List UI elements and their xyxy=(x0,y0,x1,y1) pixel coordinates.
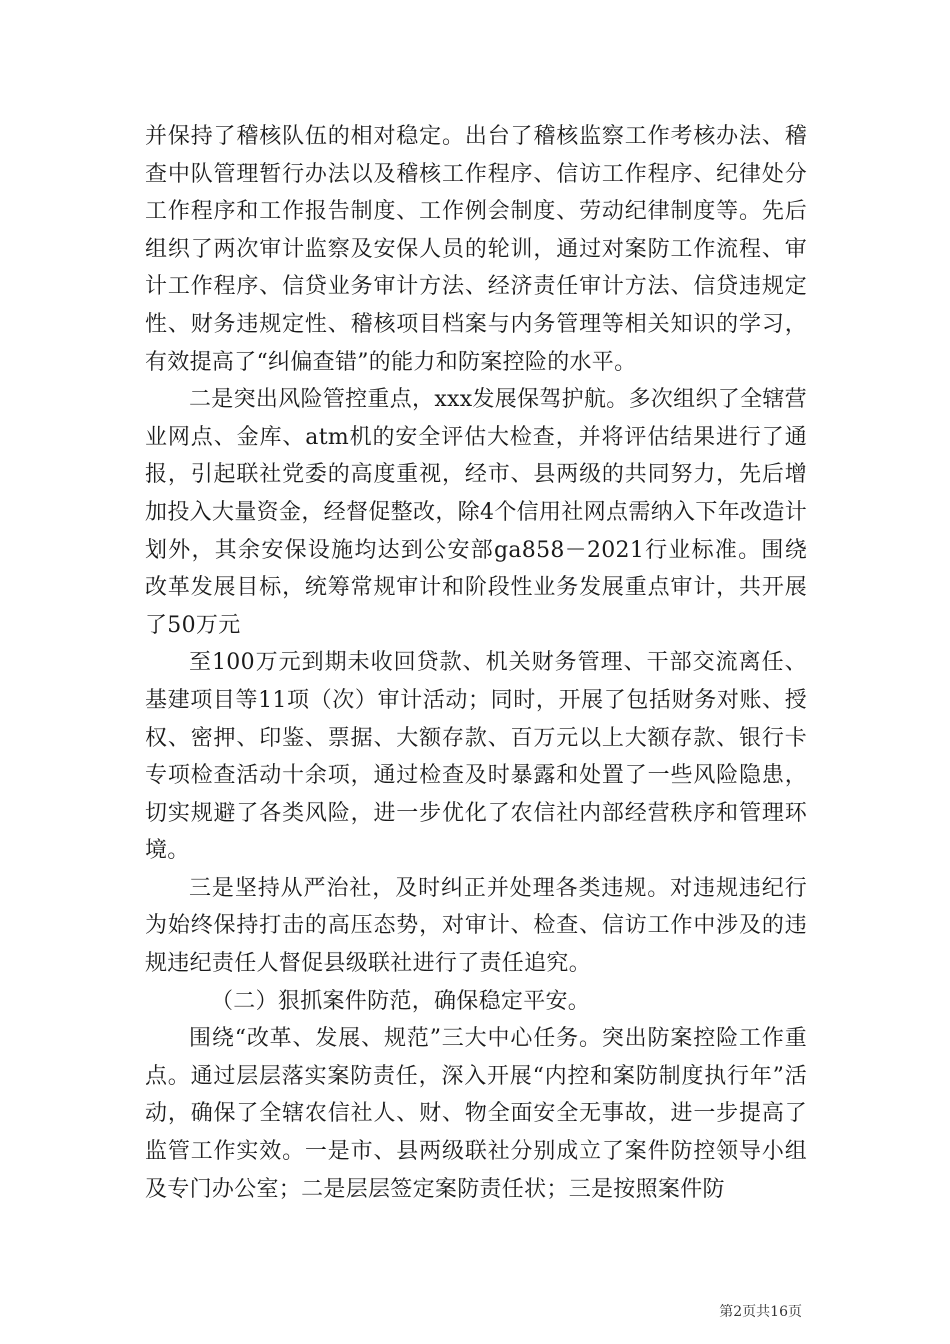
page-number: 第2页共16页 xyxy=(719,1304,802,1320)
paragraph-4: 三是坚持从严治社，及时纠正并处理各类违规。对违规违纪行为始终保持打击的高压态势，对审计、检查、信访工作中涉及的违规违纪责任人督促县级联社进行了责任追究。 xyxy=(145,875,807,977)
document-body xyxy=(145,118,807,1208)
section-heading: （二）狠抓案件防范，确保稳定平安。 xyxy=(211,988,591,1014)
paragraph-5: 围绕“改革、发展、规范”三大中心任务。突出防案控险工作重点。通过层层落实案防责任，深入开展“内控和案防制度执行年”活动，确保了全辖农信社人、财、物全面安全无事故，进一步提高了监管工作实效。一是市、县两级联社分别成立了案件防控领导小组及专门办公室；二是层层签定案防责任状；三是按照案件防 xyxy=(145,1026,807,1202)
paragraph-3: 至100万元到期未收回贷款、机关财务管理、干部交流离任、基建项目等11项（次）审计活动；同时，开展了包括财务对账、授权、密押、印鉴、票据、大额存款、百万元以上大额存款、银行卡专项检查活动十余项，通过检查及时暴露和处置了一些风险隐患，切实规避了各类风险，进一步优化了农信社内部经营秩序和管理环境。 xyxy=(145,650,807,864)
paragraph-1: 并保持了稽核队伍的相对稳定。出台了稽核监察工作考核办法、稽查中队管理暂行办法以及稽核工作程序、信访工作程序、纪律处分工作程序和工作报告制度、工作例会制度、劳动纪律制度等。先后组织了两次审计监察及安保人员的轮训，通过对案防工作流程、审计工作程序、信贷业务审计方法、经济责任审计方法、信贷违规定性、财务违规定性、稽核项目档案与内务管理等相关知识的学习，有效提高了“纠偏查错”的能力和防案控险的水平。 xyxy=(145,124,807,375)
paragraph-2: 二是突出风险管控重点，xxx发展保驾护航。多次组织了全辖营业网点、金库、atm机的安全评估大检查，并将评估结果进行了通报，引起联社党委的高度重视，经市、县两级的共同努力，先后增加投入大量资金，经督促整改，除4个信用社网点需纳入下年改造计划外，其余安保设施均达到公安部ga858－2021行业标准。围绕改革发展目标，统筹常规审计和阶段性业务发展重点审计，共开展了50万元 xyxy=(145,387,807,638)
